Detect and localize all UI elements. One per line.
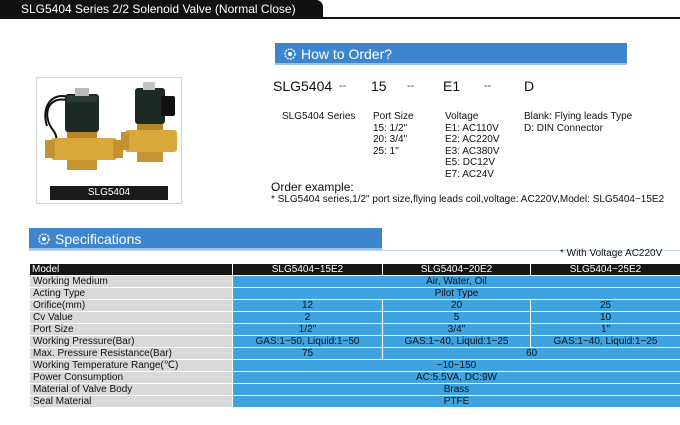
voltage-item: E5: DC12V [445,157,496,168]
product-caption: SLG5404 [50,186,168,200]
order-example-title: Order example: [271,180,354,194]
gear-bullet-icon [284,48,296,60]
product-photo [36,77,182,204]
title-divider [0,17,680,19]
connector-item: Blank: Flying leads Type [524,111,633,122]
how-to-order-header [275,43,627,65]
row-value: 25 [531,300,680,312]
row-label: Power Consumption [30,372,233,384]
order-code-port: 15 [371,78,387,94]
table-row [30,396,680,408]
table-row [30,360,680,372]
row-value: 60 [383,348,680,360]
order-code-sep-2: -- [407,80,415,92]
row-value: 75 [233,348,383,360]
table-row [30,384,680,396]
table-row [30,348,680,360]
voltage-item: E1: AC110V [445,122,499,134]
row-label: Cv Value [30,312,233,324]
row-value: −10−150 [233,360,680,372]
row-value: GAS:1−50, Liquid:1−50 [233,336,383,348]
how-to-order-title: How to Order? [301,46,393,62]
row-label: Working Temperature Range(℃) [30,360,233,372]
voltage-item: E3: AC380V [445,145,500,157]
port-size-item: 15: 1/2" [373,122,408,134]
order-code-base: SLG5404 [273,78,333,94]
row-value: 3/4" [383,324,531,336]
row-value: 1/2" [233,324,383,336]
table-row [30,276,680,288]
voltage-note: * With Voltage AC220V [560,248,663,259]
column-header: SLG5404−15E2 [233,264,383,276]
row-label: Seal Material [30,396,233,408]
specifications-title: Specifications [55,231,142,247]
column-header: Model [30,264,233,276]
row-value: 12 [233,300,383,312]
row-value: 2 [233,312,383,324]
row-value: Pilot Type [233,288,680,300]
row-value: 20 [383,300,531,312]
row-value: GAS:1−40, Liquid:1−25 [383,336,531,348]
specifications-table [29,263,680,408]
table-row [30,336,680,348]
column-header: SLG5404−25E2 [531,264,680,276]
specifications-header [29,228,382,250]
order-code-connector: D [524,78,535,94]
order-code-sep-3: -- [484,80,492,92]
row-label: Material of Valve Body [30,384,233,396]
page-title-text: SLG5404 Series 2/2 Solenoid Valve (Normal Close) [21,2,296,16]
order-code-sep-1: -- [339,80,347,92]
connector-column [524,111,632,134]
row-value: PTFE [233,396,680,408]
row-label: Port Size [30,324,233,336]
row-label: Orifice(mm) [30,300,233,312]
voltage-title: Voltage [445,111,479,122]
table-row [30,288,680,300]
page-title [0,0,323,18]
row-value: 1" [531,324,680,336]
row-value: GAS:1−40, Liquid:1−25 [531,336,680,348]
row-value: 5 [383,312,531,324]
row-label: Working Pressure(Bar) [30,336,233,348]
table-row [30,372,680,384]
series-label: SLG5404 Series [282,111,356,122]
table-row [30,312,680,324]
row-label: Max. Pressure Resistance(Bar) [30,348,233,360]
table-header-row [30,264,680,276]
voltage-item: E7: AC24V [445,168,494,180]
row-value: Air, Water, Oil [233,276,680,288]
table-row [30,300,680,312]
port-size-item: 20: 3/4" [373,134,408,145]
voltage-column [445,111,499,180]
port-size-column [373,111,414,157]
row-value: AC:5.5VA, DC:9W [233,372,680,384]
row-label: Acting Type [30,288,233,300]
table-row [30,324,680,336]
row-label: Working Medium [30,276,233,288]
connector-item: D: DIN Connector [524,122,603,134]
row-value: Brass [233,384,680,396]
voltage-item: E2: AC220V [445,134,500,145]
order-example-text: * SLG5404 series,1/2" port size,flying leads coil,voltage: AC220V,Model: SLG5404−15E2 [271,194,665,205]
order-code-voltage: E1 [443,78,461,94]
row-value: 10 [531,312,680,324]
port-size-title: Port Size [373,111,414,122]
gear-bullet-icon [38,233,50,245]
port-size-item: 25: 1" [373,145,399,157]
column-header: SLG5404−20E2 [383,264,531,276]
solenoid-valve-illustration [37,78,181,188]
